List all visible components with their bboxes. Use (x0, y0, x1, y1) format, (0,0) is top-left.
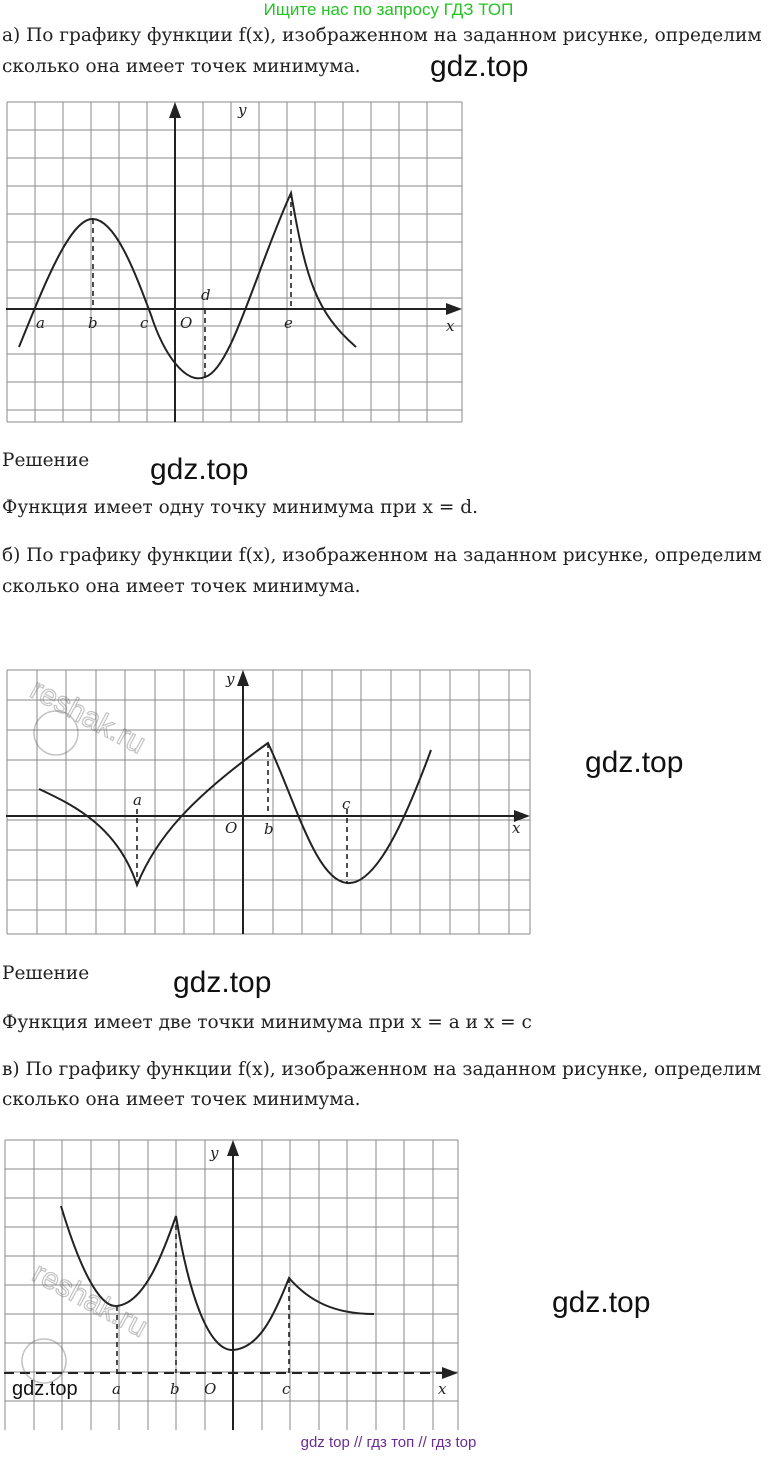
y-axis-label: y (226, 670, 235, 688)
svg-text:reshak.ru: reshak.ru (25, 672, 151, 761)
svg-text:reshak.ru: reshak.ru (26, 1256, 153, 1345)
part-a-question-line-2: сколько она имеет точек минимума. (2, 56, 361, 77)
watermark: gdz.top (150, 453, 249, 486)
point-label-c: c (282, 1380, 291, 1398)
point-label-a: a (112, 1380, 121, 1398)
banner: Ищите нас по запросу ГДЗ ТОП (263, 0, 514, 19)
origin-label: O (225, 819, 238, 837)
origin-label: O (180, 314, 193, 332)
watermark: gdz.top (552, 1286, 651, 1319)
reshak-stamp (27, 1256, 153, 1344)
y-axis-label: y (238, 101, 247, 119)
point-label-b: b (88, 314, 98, 332)
part-b-question-line-1: б) По графику функции f(x), изображенном на заданном рисунке, определим (2, 545, 762, 566)
point-label-e: e (284, 314, 293, 332)
x-axis-label: x (512, 819, 521, 837)
part-a-answer: Функция имеет одну точку минимума при x = d. (2, 497, 478, 518)
part-a-question-line-1: а) По графику функции f(x), изображенном на заданном рисунке, определим (2, 25, 762, 46)
copyright-stamp-icon (22, 1339, 66, 1383)
watermark: gdz.top (430, 50, 529, 83)
part-c-question-line-2: сколько она имеет точек минимума. (2, 1089, 361, 1110)
watermark: gdz.top (585, 746, 684, 779)
reshak-stamp (25, 673, 151, 761)
point-label-b: b (170, 1380, 180, 1398)
graph-b (6, 668, 534, 938)
point-label-b: b (264, 820, 274, 838)
point-label-c: c (140, 314, 149, 332)
part-a-solution-heading: Решение (2, 450, 90, 471)
part-b-question-line-2: сколько она имеет точек минимума. (2, 576, 361, 597)
x-axis-label: x (438, 1380, 447, 1398)
point-label-c: c (342, 795, 351, 813)
part-b-solution-heading: Решение (2, 963, 90, 984)
footer-links: gdz top // гдз топ // гдз top (300, 1434, 477, 1451)
point-label-a: a (133, 791, 142, 809)
part-b-answer: Функция имеет две точки минимума при x = a и x = c (2, 1012, 532, 1033)
watermark: gdz.top (173, 966, 272, 999)
point-label-d: d (201, 286, 211, 304)
part-c-question-line-1: в) По графику функции f(x), изображенном на заданном рисунке, определим (2, 1059, 762, 1080)
y-axis-label: y (210, 1144, 219, 1162)
graph-a (6, 100, 466, 425)
point-label-a: a (36, 314, 45, 332)
origin-label: O (204, 1380, 217, 1398)
x-axis-label: x (446, 317, 455, 335)
watermark: gdz.top (12, 1378, 78, 1400)
